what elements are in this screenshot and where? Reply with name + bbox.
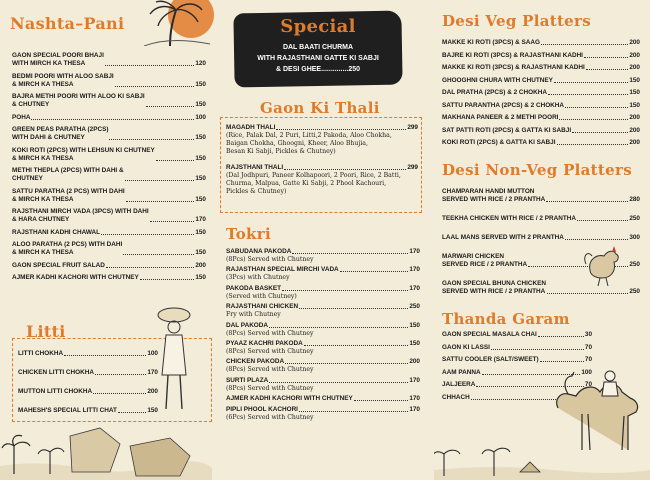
menu-item-price: 30 bbox=[584, 331, 592, 338]
leader-dots bbox=[105, 65, 194, 66]
menu-item-name: GAON SPECIAL BHUNA CHICKEN SERVED WITH RICE / 2 PRANTHA bbox=[442, 280, 547, 295]
menu-item-name: TEEKHA CHICKEN WITH RICE / 2 PRANTHA bbox=[442, 215, 576, 222]
menu-item-name: PYAAZ KACHRI PAKODA bbox=[226, 339, 303, 347]
menu-item-row bbox=[12, 126, 206, 142]
menu-item-row bbox=[442, 89, 640, 97]
menu-item-name: RAJSTHANI KADHI CHAWAL bbox=[12, 228, 101, 236]
menu-item-price: 200 bbox=[629, 114, 640, 121]
menu-item-price: 150 bbox=[195, 80, 206, 88]
leader-dots bbox=[548, 94, 628, 95]
leader-dots bbox=[557, 144, 629, 145]
menu-item-price: 200 bbox=[629, 126, 640, 134]
menu-item-row bbox=[12, 188, 206, 204]
menu-item bbox=[226, 164, 418, 196]
menu-item-row bbox=[442, 39, 640, 47]
leader-dots bbox=[538, 336, 584, 337]
menu-item bbox=[226, 285, 420, 301]
menu-item-row bbox=[442, 52, 640, 60]
menu-item-price: 120 bbox=[195, 60, 206, 67]
menu-item-name: POHA bbox=[12, 113, 31, 121]
leader-dots bbox=[93, 393, 146, 394]
menu-item-description: (8Pcs) Served with Chutney bbox=[226, 384, 314, 392]
menu-item-row bbox=[226, 406, 420, 414]
menu-item-name: SATTU PARANTHA (2PCS) & 2 CHOKHA bbox=[442, 101, 565, 109]
menu-item-price: 150 bbox=[195, 154, 206, 162]
menu-item-row bbox=[226, 358, 420, 366]
menu-item-price: 170 bbox=[195, 216, 206, 223]
leader-dots bbox=[354, 400, 409, 401]
leader-dots bbox=[64, 355, 146, 356]
menu-item-name: METHI THEPLA (2PCS) WITH DAHI & CHUTNEY bbox=[12, 167, 124, 182]
menu-item-name: RAJSTHANI THALI bbox=[226, 164, 284, 171]
menu-item-price: 70 bbox=[584, 356, 592, 363]
menu-item-name: CHICKEN PAKODA bbox=[226, 358, 285, 366]
leader-dots bbox=[340, 271, 409, 272]
leader-dots bbox=[109, 139, 194, 140]
leader-dots bbox=[565, 107, 628, 108]
leader-dots bbox=[140, 279, 195, 280]
menu-item-description: (8Pcs) Served with Chutney bbox=[226, 329, 314, 337]
menu-item-row bbox=[12, 73, 206, 89]
menu-item-name: BAJRE KI ROTI (3PCS) & RAJASTHANI KADHI bbox=[442, 51, 583, 59]
leader-dots bbox=[565, 239, 628, 240]
leader-dots bbox=[101, 234, 194, 235]
special-line-3 bbox=[234, 66, 402, 73]
menu-item bbox=[442, 344, 592, 352]
menu-item-row bbox=[442, 64, 640, 72]
menu-item-price: 170 bbox=[409, 395, 420, 403]
menu-item bbox=[442, 52, 640, 60]
menu-item-row bbox=[226, 395, 420, 403]
menu-item-name: MAHESH'S SPECIAL LITTI CHAT bbox=[18, 407, 117, 414]
menu-item-name: AJMER KADHI KACHORI WITH CHUTNEY bbox=[226, 395, 353, 403]
litti-list bbox=[18, 350, 158, 415]
leader-dots bbox=[123, 254, 194, 255]
menu-item-name: LAAL MANS SERVED WITH 2 PRANTHA bbox=[442, 234, 564, 241]
leader-dots bbox=[577, 220, 628, 221]
menu-item-price: 150 bbox=[195, 134, 206, 141]
menu-item-name: GREEN PEAS PARATHA (2PCS) WITH DAHI & CHUTNEY bbox=[12, 126, 109, 141]
menu-item-name: GAON SPECIAL MASALA CHAI bbox=[442, 331, 537, 338]
menu-item-price: 100 bbox=[147, 350, 158, 357]
leader-dots bbox=[282, 290, 408, 291]
menu-item-row bbox=[226, 164, 418, 172]
menu-item bbox=[226, 358, 420, 374]
menu-item-row bbox=[442, 344, 592, 352]
menu-item-row bbox=[226, 377, 420, 385]
menu-item bbox=[12, 93, 206, 109]
menu-item bbox=[12, 73, 206, 89]
menu-item bbox=[18, 388, 158, 396]
leader-dots bbox=[156, 160, 195, 161]
gaon-ki-thali-heading: Gaon Ki Thali bbox=[260, 99, 380, 117]
menu-item bbox=[442, 331, 592, 339]
menu-item-row bbox=[12, 52, 206, 68]
menu-item-row bbox=[442, 215, 640, 223]
leader-dots bbox=[285, 363, 408, 364]
thanda-garam-heading: Thanda Garam bbox=[442, 310, 570, 328]
menu-item-description: (8Pcs) Served with Chutney bbox=[226, 347, 314, 355]
menu-item-name: AAM PANNA bbox=[442, 368, 481, 376]
menu-item-name: DAL PAKODA bbox=[226, 321, 269, 329]
village-huts-illustration bbox=[434, 440, 650, 480]
menu-item-row bbox=[226, 322, 420, 330]
menu-item-price: 170 bbox=[409, 248, 420, 255]
special-line-3-text: & DESI GHEE bbox=[275, 66, 322, 73]
menu-item bbox=[12, 262, 206, 270]
menu-item bbox=[226, 248, 420, 264]
menu-item-name: GAON SPECIAL FRUIT SALAD bbox=[12, 261, 105, 269]
menu-item-name: PIPLI PHOOL KACHORI bbox=[226, 405, 298, 413]
leader-dots bbox=[304, 345, 409, 346]
menu-item-name: RAJASTHAN SPECIAL MIRCHI VADA bbox=[226, 266, 339, 274]
menu-item bbox=[442, 102, 640, 110]
menu-item-row bbox=[226, 340, 420, 348]
menu-item-price: 150 bbox=[195, 228, 206, 236]
menu-item-name: ALOO PARATHA (2 PCS) WITH DAHI & MIRCH KA THESA bbox=[12, 241, 123, 256]
menu-item bbox=[226, 340, 420, 356]
menu-item-name: SATTU COOLER (SALT/SWEET) bbox=[442, 356, 539, 363]
special-heading: Special bbox=[280, 16, 356, 37]
menu-item-price: 170 bbox=[409, 266, 420, 274]
menu-item-row bbox=[12, 241, 206, 257]
menu-item-price: 170 bbox=[147, 369, 158, 376]
right-column bbox=[434, 0, 650, 480]
menu-item-price: 280 bbox=[629, 196, 640, 203]
menu-item bbox=[18, 369, 158, 377]
menu-item bbox=[442, 139, 640, 147]
menu-item-price: 250 bbox=[409, 303, 420, 311]
leader-dots bbox=[292, 253, 408, 254]
menu-item-price: 150 bbox=[195, 175, 206, 182]
menu-item-name: PAKODA BASKET bbox=[226, 284, 282, 292]
menu-item-price: 150 bbox=[195, 101, 206, 108]
menu-item bbox=[442, 188, 640, 204]
menu-item-price: 70 bbox=[584, 343, 592, 351]
middle-column bbox=[212, 0, 434, 480]
menu-item-name: DAL PRATHA (2PCS) & 2 CHOKHA bbox=[442, 89, 547, 96]
menu-item bbox=[12, 208, 206, 224]
menu-item-name: GAON KI LASSI bbox=[442, 343, 490, 351]
menu-item-name: JALJEERA bbox=[442, 381, 476, 388]
menu-item-name: MAKKE KI ROTI (3PCS) & SAAG bbox=[442, 39, 540, 46]
leader-dots bbox=[586, 69, 629, 70]
menu-item-description: (6Pcs) Served with Chutney bbox=[226, 413, 314, 421]
menu-item bbox=[226, 395, 420, 403]
menu-item-name: MAGADH THALI bbox=[226, 124, 276, 131]
menu-item-name: AJMER KADHI KACHORI WITH CHUTNEY bbox=[12, 274, 139, 281]
menu-item-name: SATTU PARATHA (2 PCS) WITH DAHI & MIRCH KA THESA bbox=[12, 187, 125, 203]
menu-item bbox=[226, 124, 418, 156]
menu-item-name: KOKI ROTI (2PCS) & GATTA KI SABJI bbox=[442, 139, 556, 146]
leader-dots bbox=[106, 267, 194, 268]
menu-item-price: 170 bbox=[409, 284, 420, 292]
leader-dots bbox=[269, 382, 408, 383]
menu-item bbox=[442, 127, 640, 135]
menu-item-row bbox=[226, 124, 418, 132]
leader-dots bbox=[491, 349, 584, 350]
menu-item-row bbox=[18, 407, 158, 415]
leader-dots bbox=[31, 119, 194, 120]
menu-item-price: 150 bbox=[629, 101, 640, 109]
menu-item-description: Fry with Chutney bbox=[226, 311, 281, 319]
menu-item-price: 150 bbox=[629, 89, 640, 96]
special-dots: .............. bbox=[321, 66, 349, 73]
palm-tree-illustration bbox=[140, 0, 212, 46]
menu-item-name: MAKHANA PANEER & 2 METHI POORI bbox=[442, 114, 559, 121]
vendor-illustration bbox=[150, 305, 200, 415]
menu-item-row bbox=[442, 331, 592, 339]
leader-dots bbox=[547, 293, 628, 294]
tokri-list bbox=[226, 248, 420, 422]
menu-item-row bbox=[442, 127, 640, 135]
menu-item-name: MARWARI CHICKEN SERVED RICE / 2 PRANTHA bbox=[442, 253, 528, 268]
thali-list bbox=[226, 124, 418, 196]
leader-dots bbox=[541, 44, 628, 45]
left-column bbox=[0, 0, 212, 480]
menu-item bbox=[442, 114, 640, 122]
menu-item-description: (Served with Chutney) bbox=[226, 292, 297, 300]
menu-item-row bbox=[226, 248, 420, 256]
leader-dots bbox=[299, 411, 408, 412]
menu-item-row bbox=[18, 388, 158, 396]
leader-dots bbox=[150, 221, 195, 222]
menu-item bbox=[12, 229, 206, 237]
leader-dots bbox=[554, 82, 628, 83]
menu-item bbox=[226, 377, 420, 393]
menu-item bbox=[226, 303, 420, 319]
menu-item-price: 150 bbox=[195, 274, 206, 281]
leader-dots bbox=[559, 119, 628, 120]
menu-item-row bbox=[12, 274, 206, 282]
menu-item-row bbox=[12, 147, 206, 163]
menu-item bbox=[12, 241, 206, 257]
menu-item-row bbox=[18, 350, 158, 358]
menu-item-row bbox=[442, 188, 640, 204]
desi-nonveg-heading: Desi Non-Veg Platters bbox=[442, 161, 632, 179]
menu-item bbox=[12, 114, 206, 122]
menu-item-description: (8Pcs) Served with Chutney bbox=[226, 256, 314, 263]
menu-item-name: CHHACH bbox=[442, 393, 470, 401]
menu-item-row bbox=[442, 234, 640, 242]
menu-item-row bbox=[12, 114, 206, 122]
menu-item-price: 250 bbox=[629, 215, 640, 222]
special-line-2: WITH RAJASTHANI GATTE KI SABJI bbox=[257, 55, 379, 62]
menu-item-price: 250 bbox=[629, 288, 640, 295]
menu-item-description: (3Pcs) with Chutney bbox=[226, 274, 290, 282]
menu-item bbox=[226, 322, 420, 338]
menu-item-price: 100 bbox=[195, 113, 206, 121]
menu-item-price: 200 bbox=[409, 358, 420, 366]
menu-item-price: 170 bbox=[409, 405, 420, 413]
menu-item-name: MUTTON LITTI CHOKHA bbox=[18, 388, 93, 395]
menu-item-name: SABUDANA PAKODA bbox=[226, 248, 292, 255]
menu-item-name: SAT PATTI ROTI (2PCS) & GATTA KI SABJI bbox=[442, 126, 572, 134]
menu-item bbox=[226, 406, 420, 422]
menu-item-name: BEDMI POORI WITH ALOO SABJI & MIRCH KA THESA bbox=[12, 72, 114, 88]
menu-item-row bbox=[442, 77, 640, 85]
menu-item-row bbox=[12, 93, 206, 109]
menu-item bbox=[18, 350, 158, 358]
menu-item-name: RAJSTHANI MIRCH VADA (3PCS) WITH DAHI & HARA CHUTNEY bbox=[12, 208, 149, 223]
menu-item-price: 299 bbox=[407, 124, 418, 131]
menu-item-price: 150 bbox=[147, 407, 158, 414]
special-price: 250 bbox=[348, 66, 361, 73]
menu-item-name: MAKKE KI ROTI (3PCS) & RAJASTHANI KADHI bbox=[442, 64, 585, 71]
leader-dots bbox=[115, 86, 195, 87]
menu-item-price: 170 bbox=[409, 376, 420, 384]
menu-item-price: 250 bbox=[629, 261, 640, 268]
menu-item-name: GAON SPECIAL POORI BHAJI WITH MIRCH KA THESA bbox=[12, 52, 104, 67]
menu-item-price: 150 bbox=[195, 249, 206, 256]
menu-item bbox=[226, 266, 420, 282]
menu-item-row bbox=[12, 229, 206, 237]
menu-item-price: 70 bbox=[584, 381, 592, 388]
leader-dots bbox=[126, 201, 195, 202]
menu-item-price: 200 bbox=[629, 51, 640, 59]
menu-item bbox=[12, 274, 206, 282]
menu-item bbox=[12, 126, 206, 142]
menu-item-price: 200 bbox=[629, 39, 640, 46]
menu-item-price: 150 bbox=[195, 195, 206, 203]
menu-item-price: 100 bbox=[581, 368, 592, 376]
menu-item-name: KOKI ROTI (2PCS) WITH LEHSUN KI CHUTNEY & MIRCH KA THESA bbox=[12, 146, 155, 162]
leader-dots bbox=[146, 106, 195, 107]
menu-item bbox=[442, 89, 640, 97]
menu-item-price: 200 bbox=[195, 261, 206, 269]
menu-item-name: SURTI PLAZA bbox=[226, 376, 269, 384]
leader-dots bbox=[95, 374, 146, 375]
nashta-pani-list bbox=[12, 52, 206, 282]
menu-item bbox=[442, 64, 640, 72]
menu-item-row bbox=[12, 208, 206, 224]
menu-item-row bbox=[18, 369, 158, 377]
leader-dots bbox=[269, 327, 408, 328]
desi-veg-list bbox=[442, 39, 640, 147]
menu-item-row bbox=[12, 262, 206, 270]
menu-item-price: 150 bbox=[629, 76, 640, 84]
menu-item bbox=[12, 52, 206, 68]
menu-item-price: 150 bbox=[409, 321, 420, 329]
leader-dots bbox=[546, 201, 628, 202]
menu-item bbox=[12, 147, 206, 163]
menu-item-price: 200 bbox=[629, 139, 640, 146]
menu-item-row bbox=[442, 114, 640, 122]
desi-veg-heading: Desi Veg Platters bbox=[442, 12, 591, 30]
menu-item-price: 150 bbox=[409, 339, 420, 347]
rooster-illustration bbox=[582, 244, 626, 288]
menu-item-row bbox=[12, 167, 206, 183]
menu-item-name: RAJASTHANI CHICKEN bbox=[226, 303, 299, 311]
special-line-1: DAL BAATI CHURMA bbox=[282, 44, 354, 51]
menu-item-name: CHICKEN LITTI CHOKHA bbox=[18, 369, 94, 376]
menu-item-row bbox=[226, 266, 420, 274]
menu-item-price: 300 bbox=[629, 234, 640, 241]
menu-item-price: 200 bbox=[629, 64, 640, 71]
menu-item bbox=[442, 234, 640, 242]
menu-item-name: CHAMPARAN HANDI MUTTON SERVED WITH RICE / 2 PRANTHA bbox=[442, 188, 546, 203]
nashta-pani-heading: Nashta–Pani bbox=[10, 14, 125, 33]
menu-item-name: GHOOGHNI CHURA WITH CHUTNEY bbox=[442, 76, 553, 84]
menu-item-description: (Rice, Palak Dal, 2 Puri, Litti,2 Pakoda, Aloo Chokha, Baigan Chokha, Ghoogni, Kheer, Aloo Bhujia, Besan Ki Sabji, Pickles & Chutney) bbox=[226, 132, 392, 155]
menu-item-row bbox=[226, 303, 420, 311]
leader-dots bbox=[276, 129, 406, 130]
menu-item-description: (8Pcs) Served with Chutney bbox=[226, 366, 314, 374]
leader-dots bbox=[299, 308, 408, 309]
village-illustration bbox=[0, 416, 212, 480]
litti-heading: Litti bbox=[26, 322, 66, 341]
leader-dots bbox=[125, 180, 195, 181]
menu-item-description: (Dal Jodhpuri, Paneer Kolhapoori, 2 Poori, Rice, 2 Batti, Churma, Malpua, Gatte Ki Sabji, 2 Phool Kachouri, Pickles & Chutney) bbox=[226, 172, 401, 195]
menu-item-price: 200 bbox=[147, 388, 158, 395]
leader-dots bbox=[572, 132, 628, 133]
menu-item bbox=[442, 39, 640, 47]
menu-item bbox=[12, 167, 206, 183]
menu-item bbox=[18, 407, 158, 415]
menu-item-row bbox=[442, 139, 640, 147]
menu-item-name: LITTI CHOKHA bbox=[18, 350, 64, 357]
menu-item-row bbox=[442, 102, 640, 110]
menu-item-name: BAJRA METHI POORI WITH ALOO KI SABJI & CHUTNEY bbox=[12, 93, 145, 108]
menu-item bbox=[442, 77, 640, 85]
menu-item-price: 299 bbox=[407, 164, 418, 171]
leader-dots bbox=[118, 412, 146, 413]
leader-dots bbox=[584, 57, 628, 58]
menu-item bbox=[12, 188, 206, 204]
menu-item bbox=[442, 215, 640, 223]
tokri-heading: Tokri bbox=[226, 225, 271, 243]
leader-dots bbox=[284, 169, 406, 170]
menu-item-row bbox=[226, 285, 420, 293]
